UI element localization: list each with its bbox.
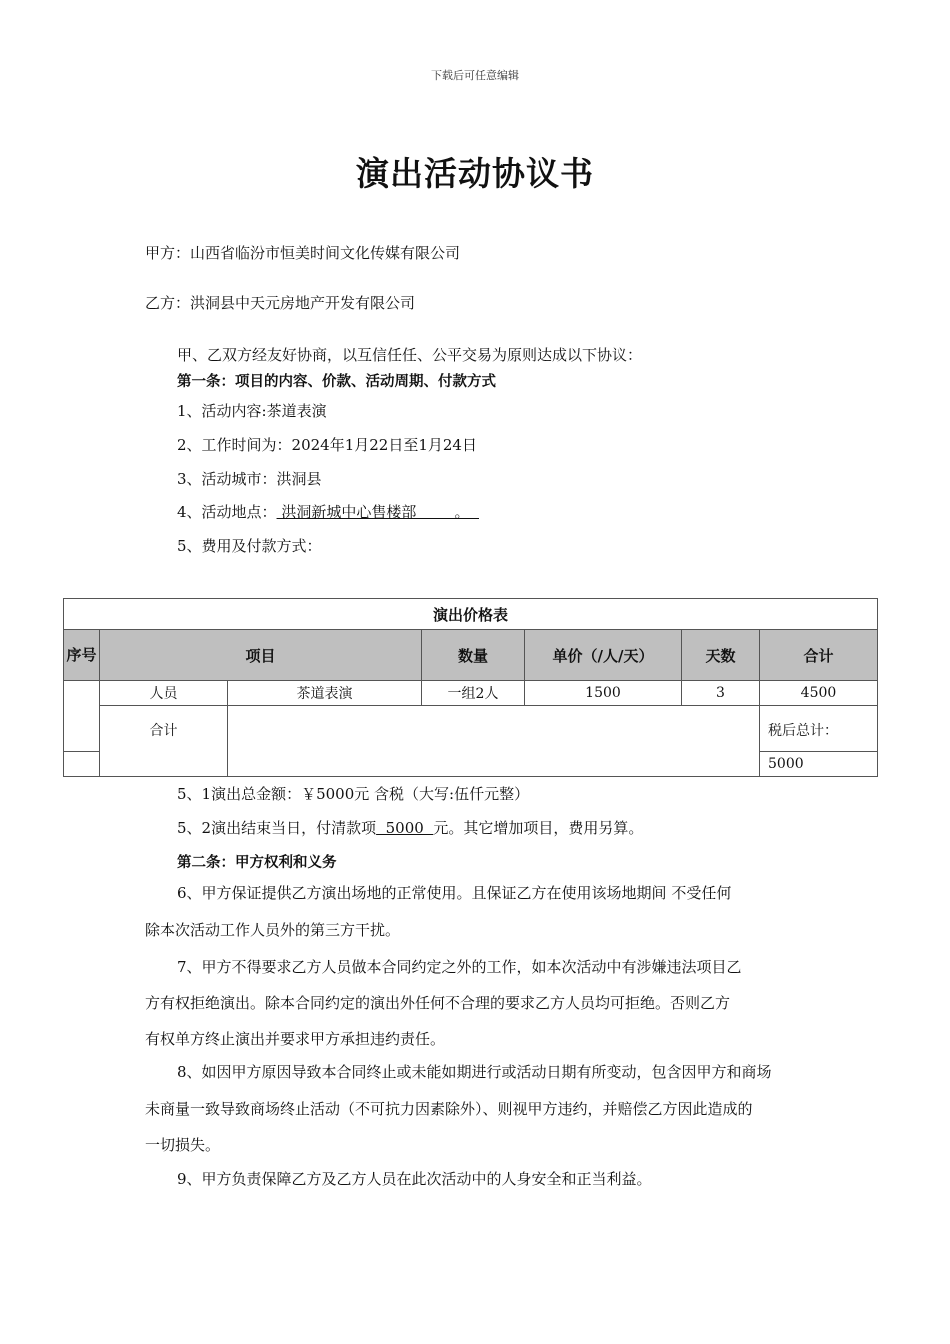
- clause-5-2-prefix: 5、2演出结束当日，付清款项: [177, 819, 377, 837]
- party-b: 乙方：洪洞县中天元房地产开发有限公司: [145, 294, 416, 312]
- article2-heading: 第二条：甲方权利和义务: [177, 855, 337, 871]
- sum-blank: [228, 706, 760, 777]
- clause-7-line3: 有权单方终止演出并要求甲方承担违约责任。: [145, 1030, 446, 1048]
- seq-cell: [64, 681, 100, 752]
- row-category: 人员: [100, 681, 228, 706]
- clause-5-2: [177, 818, 643, 838]
- clause-8-line1: 8、如因甲方原因导致本合同终止或未能如期进行或活动日期有所变动，包含因甲方和商场: [177, 1063, 772, 1081]
- clause-9: 9、甲方负责保障乙方及乙方人员在此次活动中的人身安全和正当利益。: [177, 1170, 652, 1188]
- clause-5-2-suffix: 元。其它增加项目，费用另算。: [433, 819, 644, 837]
- clause-6-line2: 除本次活动工作人员外的第三方干扰。: [145, 921, 401, 939]
- clause-5-1: 5、1演出总金额：￥5000元 含税（大写:伍仟元整）: [177, 785, 530, 803]
- row-unit-price: 1500: [525, 681, 682, 706]
- row-name: 茶道表演: [228, 681, 422, 706]
- after-tax-value: 5000: [760, 752, 878, 777]
- sum-label: 合计: [100, 706, 228, 777]
- clause-7-line1: 7、甲方不得要求乙方人员做本合同约定之外的工作，如本次活动中有涉嫌违法项目乙: [177, 958, 742, 976]
- clause-8-line3: 一切损失。: [145, 1136, 221, 1154]
- header-unit-price: 单价（/人/天）: [525, 630, 682, 681]
- seq-cell-lower: [64, 752, 100, 777]
- item-venue-value: 洪洞新城中心售楼部 。: [276, 503, 479, 521]
- header-item: 项目: [100, 630, 422, 681]
- clause-5-2-amount: 5000: [376, 819, 434, 837]
- row-qty: 一组2人: [422, 681, 525, 706]
- item-venue-label: 4、活动地点：: [177, 503, 277, 521]
- item-activity-content: 1、活动内容:茶道表演: [177, 402, 327, 420]
- clause-8-line2: 未商量一致导致商场终止活动（不可抗力因素除外）、则视甲方违约，并赔偿乙方因此造成的: [145, 1100, 753, 1118]
- after-tax-label: 税后总计：: [760, 706, 878, 752]
- row-total: 4500: [760, 681, 878, 706]
- item-venue: [177, 502, 479, 522]
- document-title: 演出活动协议书: [356, 154, 594, 193]
- article1-heading: 第一条：项目的内容、价款、活动周期、付款方式: [177, 374, 496, 390]
- header-days: 天数: [682, 630, 760, 681]
- row-days: 3: [682, 681, 760, 706]
- clause-6-line1: 6、甲方保证提供乙方演出场地的正常使用。且保证乙方在使用该场地期间 不受任何: [177, 884, 732, 902]
- header-note: 下载后可任意编辑: [431, 69, 519, 82]
- intro-paragraph: 甲、乙双方经友好协商，以互信任任、公平交易为原则达成以下协议：: [177, 346, 643, 364]
- price-table: [63, 598, 878, 777]
- party-a: 甲方：山西省临汾市恒美时间文化传媒有限公司: [145, 244, 461, 262]
- item-work-time: 2、工作时间为：2024年1月22日至1月24日: [177, 436, 477, 454]
- table-caption: 演出价格表: [64, 599, 878, 630]
- item-payment-method: 5、费用及付款方式：: [177, 537, 322, 555]
- header-seq: 序号: [64, 630, 100, 681]
- header-total: 合计: [760, 630, 878, 681]
- table-row: [64, 681, 878, 706]
- item-city: 3、活动城市：洪洞县: [177, 470, 322, 488]
- clause-7-line2: 方有权拒绝演出。除本合同约定的演出外任何不合理的要求乙方人员均可拒绝。否则乙方: [145, 994, 731, 1012]
- header-qty: 数量: [422, 630, 525, 681]
